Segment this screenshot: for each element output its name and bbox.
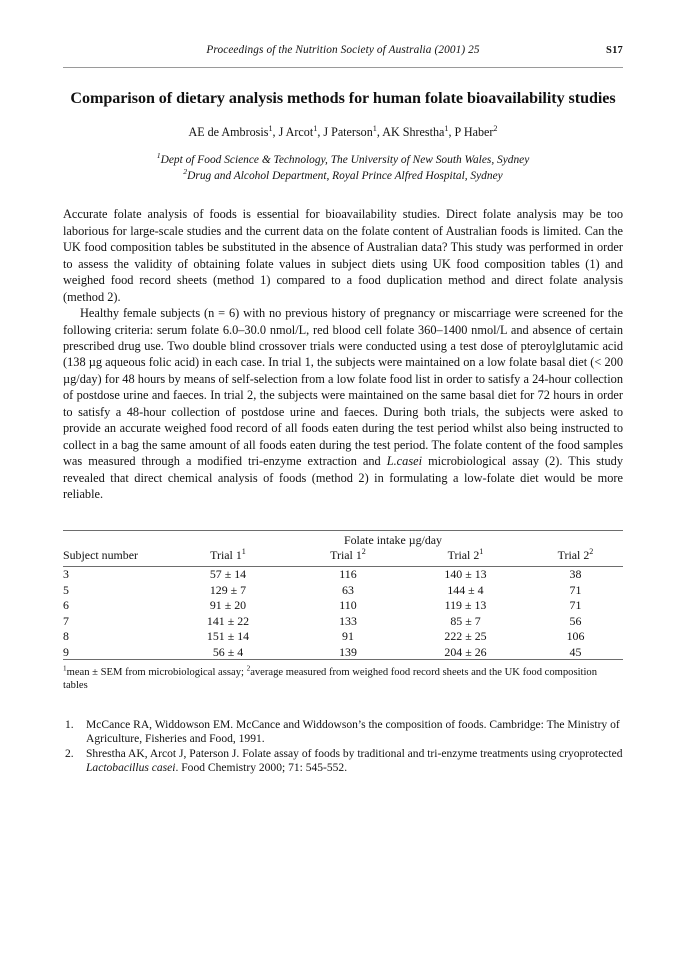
table-span-header-row [63, 531, 623, 548]
author-2: J Arcot [278, 125, 314, 140]
reference-tail: . Food Chemistry 2000; 71: 545-552. [175, 762, 348, 775]
author-sep-1: , [272, 125, 279, 140]
column-header-trial1-method2 [293, 548, 403, 567]
author-3-affil-marker: 1 [372, 124, 377, 134]
cell-subject: 9 [63, 644, 69, 659]
span-header-spacer [63, 531, 163, 548]
affiliations [63, 152, 623, 184]
cell-trial1-method2: 91 [342, 629, 354, 644]
cell-trial1-method2: 133 [339, 613, 357, 628]
header-rule [63, 67, 623, 68]
cell-trial2-method2: 38 [569, 567, 582, 582]
author-sep-2: , [317, 125, 324, 140]
table-footnote-text-2: average measured from weighed food record sheets and the UK food composition tables [63, 666, 598, 692]
cell-trial2-method2: 106 [566, 629, 585, 644]
cell-trial2-method2: 71 [569, 582, 582, 597]
column-header-trial1-method2-label: Trial 1 [330, 547, 362, 562]
author-5: P Haber [454, 125, 494, 140]
cell-subject: 7 [63, 613, 69, 628]
cell-trial2-method2: 45 [569, 644, 582, 659]
table-bottom-rule [63, 660, 623, 662]
cell-trial1-method1: 56 ± 4 [212, 644, 244, 659]
cell-trial2-method1: 85 ± 7 [450, 613, 481, 628]
affiliation-2 [63, 168, 623, 184]
column-header-trial2-method1 [403, 548, 528, 567]
table-row [63, 613, 623, 628]
table-body [63, 567, 623, 662]
abstract-paragraph-2-part-b: microbiological assay (2). This study revealed that direct chemical analysis of foods (method 2) in formulating a low-folate diet would be more reliable. [63, 454, 623, 502]
cell-trial2-method1: 222 ± 25 [444, 629, 487, 644]
cell-trial1-method1: 91 ± 20 [209, 598, 247, 613]
reference-text: Shrestha AK, Arcot J, Paterson J. Folate assay of foods by traditional and tri-enzyme treatments using cryoprotected [86, 747, 623, 760]
column-header-trial1-method1-sup: 1 [241, 546, 246, 556]
column-header-trial2-method2-sup: 2 [589, 546, 594, 556]
abstract-paragraph-1: Accurate folate analysis of foods is essential for bioavailability studies. Direct folate analysis may be too laborious for large-scale studies and the current data on the folate content of Australian foods is limited. Can the UK food composition tables be substituted in the absence of Australian data? This study was performed in order to assess the validity of obtaining folate values in subject diets using UK food composition tables (1) and weighed food record sheets (method 1) compared to a food duplication method and direct folate analysis (method 2). [63, 207, 623, 304]
folate-intake-table-container [63, 530, 623, 693]
cell-trial2-method1: 204 ± 26 [444, 644, 487, 659]
author-2-affil-marker: 1 [313, 124, 318, 134]
affiliation-2-marker: 2 [183, 167, 188, 177]
author-1-affil-marker: 1 [268, 124, 273, 134]
column-header-trial1-method1 [163, 548, 293, 567]
table-footnote-marker-2: 2 [246, 664, 251, 673]
journal-running-title: Proceedings of the Nutrition Society of Australia (2001) 25 [206, 44, 480, 56]
author-4-affil-marker: 1 [444, 124, 449, 134]
cell-subject: 5 [63, 582, 69, 597]
cell-subject: 3 [63, 567, 69, 582]
folate-intake-table [63, 530, 623, 662]
cell-trial1-method1: 57 ± 14 [209, 567, 247, 582]
author-5-affil-marker: 2 [493, 124, 498, 134]
running-head [63, 44, 623, 66]
cell-trial1-method2: 110 [339, 598, 357, 613]
table-row [63, 628, 623, 643]
abstract-paragraph-2 [63, 305, 623, 502]
table-row [63, 582, 623, 597]
author-sep-3: , [376, 125, 383, 140]
table-footnote-text-1: mean ± SEM from microbiological assay; [66, 666, 247, 678]
cell-trial1-method1: 141 ± 22 [206, 613, 250, 628]
cell-trial2-method1: 144 ± 4 [447, 582, 484, 597]
column-header-trial2-method2-label: Trial 2 [557, 547, 590, 562]
affiliation-1-marker: 1 [156, 151, 161, 161]
column-header-trial2-method1-label: Trial 2 [447, 547, 480, 562]
page-content [63, 0, 623, 776]
reference-list [63, 718, 623, 776]
column-header-subject-number [63, 548, 163, 567]
cell-subject: 6 [63, 598, 69, 613]
abstract-paragraph-2-part-a: Healthy female subjects (n = 6) with no previous history of pregnancy or miscarriage were screened for the following criteria: serum folate 6.0–30.0 nmol/L, red blood cell folate 360–1400 nmol/L and absence of certain prescribed drug use. Two double blind crossover trials were conducted using a test dose of pteroylglutamic acid (138 µg aqueous folic acid) in each case. In trial 1, the subjects were maintained on a low folate basal diet (< 200 µg/day) for 48 hours by means of self-selection from a low folate food list in order to satisfy a 24-hour collection of postdose urine and faeces. In trial 2, the subjects were maintained on the same basal diet for 72 hours in order to satisfy a 48-hour collection of postdose urine and faeces. During both trials, the subjects were asked to provide an accurate weighed food record of all foods eaten during the test period whilst also being instructed to collect in a bag the same amount of all foods eaten during the test period. The folate content of the food samples was measured through a modified tri-enzyme extraction and [63, 306, 623, 469]
cell-trial2-method2: 71 [569, 598, 582, 613]
cell-trial1-method1: 129 ± 7 [209, 582, 247, 597]
cell-trial1-method2: 139 [339, 644, 357, 659]
author-sep-4: , [448, 125, 455, 140]
column-header-trial1-method1-label: Trial 1 [210, 547, 242, 562]
reference-number: 2. [65, 747, 74, 760]
table-column-header-row [63, 548, 623, 567]
article-title: Comparison of dietary analysis methods for human folate bioavailability studies [70, 90, 616, 107]
author-3: J Paterson [323, 125, 373, 140]
author-1: AE de Ambrosis [188, 125, 269, 140]
span-header-folate-intake: Folate intake µg/day [344, 532, 442, 547]
column-header-subject-number-label: Subject number [63, 547, 138, 562]
cell-trial1-method2: 63 [342, 582, 354, 597]
reference-journal-italic: Lactobacillus casei [86, 762, 176, 775]
table-row [63, 598, 623, 613]
affiliation-2-text: Drug and Alcohol Department, Royal Prince Alfred Hospital, Sydney [187, 170, 503, 183]
author-list [63, 125, 623, 141]
author-4: AK Shrestha [382, 125, 445, 140]
table-row [63, 644, 623, 660]
table-footnote [63, 666, 623, 693]
cell-trial1-method1: 151 ± 14 [206, 629, 250, 644]
cell-trial2-method2: 56 [569, 613, 582, 628]
affiliation-1 [63, 152, 623, 168]
affiliation-1-text: Dept of Food Science & Technology, The University of New South Wales, Sydney [160, 154, 530, 167]
column-header-trial2-method2 [528, 548, 623, 567]
cell-trial1-method2: 116 [339, 567, 357, 582]
reference-item [63, 718, 623, 747]
reference-text: McCance RA, Widdowson EM. McCance and Widdowson’s the composition of foods. Cambridge: The Ministry of Agriculture, Fisheries and Food, 1991. [86, 718, 620, 746]
reference-item [63, 747, 623, 776]
abstract-organism-name: L.casei [386, 454, 423, 469]
cell-trial2-method1: 140 ± 13 [444, 567, 487, 582]
page-folio-number: S17 [606, 45, 623, 56]
table-footnote-marker-1: 1 [63, 664, 67, 673]
abstract-body [63, 206, 623, 502]
table-row [63, 567, 623, 582]
reference-number: 1. [65, 718, 74, 731]
cell-trial2-method1: 119 ± 13 [444, 598, 487, 613]
cell-subject: 8 [63, 629, 69, 644]
column-header-trial2-method1-sup: 1 [479, 546, 484, 556]
column-header-trial1-method2-sup: 2 [361, 546, 366, 556]
